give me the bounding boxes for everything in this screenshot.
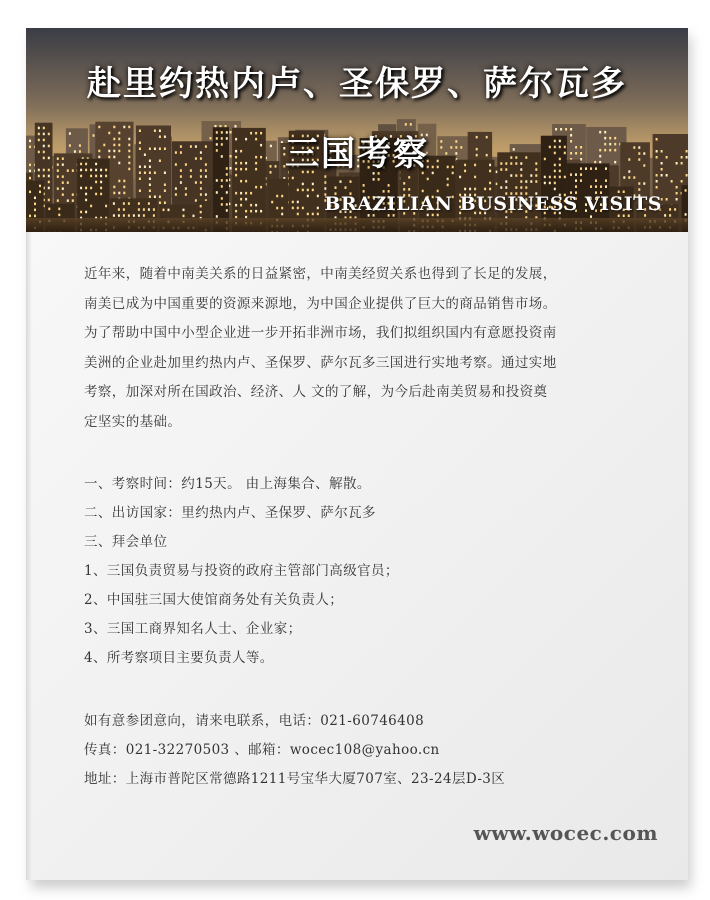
flyer-page: [26, 28, 688, 880]
meeting-item: 4、所考察项目主要负责人等。: [84, 650, 274, 666]
meeting-item: 1、三国负责贸易与投资的政府主管部门高级官员；: [84, 563, 399, 579]
banner-title-line-2: 三国考察: [285, 134, 429, 174]
city-banner: [26, 28, 688, 232]
intro-line: 近年来，随着中南美关系的日益紧密，中南美经贸关系也得到了长足的发展，: [84, 266, 557, 282]
intro-line: 定坚实的基础。: [84, 413, 182, 430]
intro-line: 南美已成为中国重要的资源来源地，为中国企业提供了巨大的商品销售市场。: [84, 295, 557, 312]
spacer: [84, 437, 654, 470]
website-url: www.wocec.com: [473, 821, 658, 845]
intro-paragraph: [84, 260, 654, 437]
visit-countries: 二、出访国家：里约热内卢、圣保罗、萨尔瓦多: [84, 505, 376, 521]
details-section: [84, 470, 654, 673]
intro-line: 考察，加深对所在国政治、经济、人 文的了解，为今后赴南美贸易和投资奠: [84, 384, 548, 400]
flyer-body: [84, 260, 654, 794]
intro-line: 美洲的企业赴加里约热内卢、圣保罗、萨尔瓦多三国进行实地考察。通过实地: [84, 354, 557, 371]
contact-address: 地址：上海市普陀区常德路1211号宝华大厦707室、23-24层D-3区: [84, 771, 506, 787]
meeting-item: 2、中国驻三国大使馆商务处有关负责人；: [84, 592, 344, 608]
spacer: [84, 673, 654, 707]
intro-line: 为了帮助中国中小型企业进一步开拓非洲市场，我们拟组织国内有意愿投资南: [84, 325, 557, 341]
contact-fax-email: 传真：021-32270503 、邮箱：wocec108@yahoo.cn: [84, 742, 440, 758]
contact-phone: 如有意参团意向，请来电联系，电话：021-60746408: [84, 713, 425, 729]
visit-duration: 一、考察时间：约15天。 由上海集合、解散。: [84, 476, 371, 492]
contact-section: [84, 707, 654, 794]
meetings-heading: 三、拜会单位: [84, 534, 168, 550]
banner-title-line-1: 赴里约热内卢、圣保罗、萨尔瓦多: [87, 64, 627, 104]
meeting-item: 3、三国工商界知名人士、企业家；: [84, 621, 302, 637]
banner-subtitle: BRAZILIAN BUSINESS VISITS: [324, 193, 662, 215]
